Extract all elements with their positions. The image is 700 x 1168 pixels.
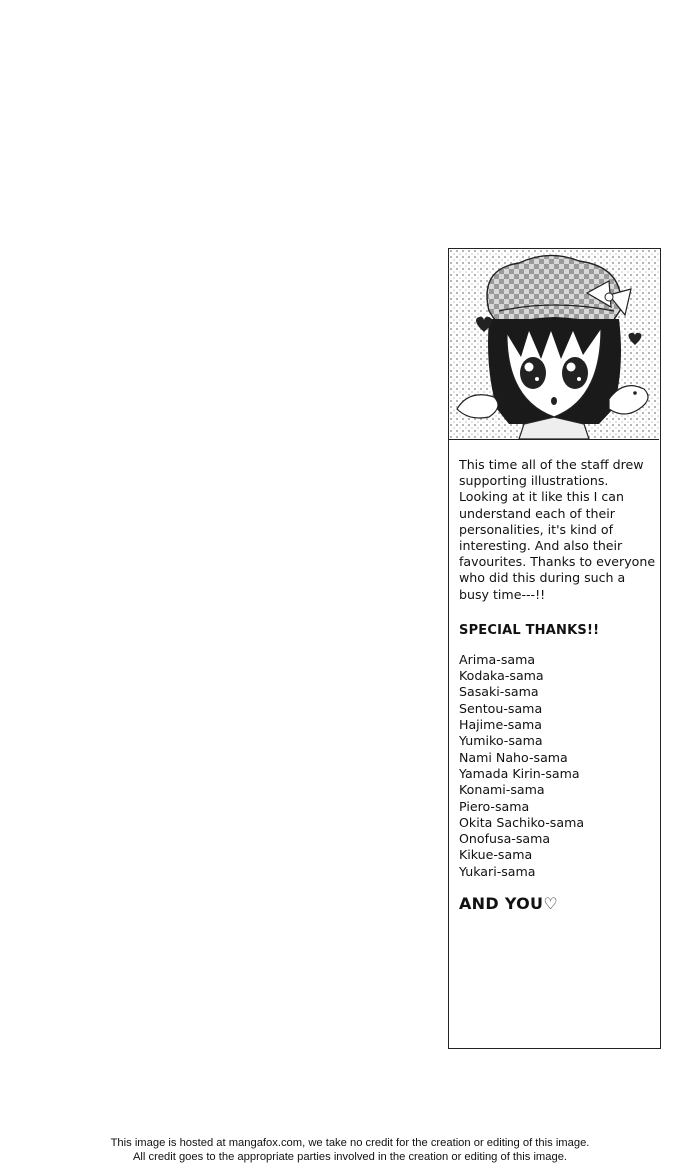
- name-item: Kikue-sama: [459, 847, 533, 863]
- name-item: Yamada Kirin-sama: [459, 765, 580, 781]
- name-item: Sentou-sama: [459, 700, 543, 716]
- name-item: Yumiko-sama: [459, 733, 543, 749]
- credits-text: [459, 457, 657, 913]
- hosting-disclaimer: [0, 1136, 700, 1164]
- disclaimer-line-1: This image is hosted at mangafox.com, we take no credit for the creation or editing of this image.: [110, 1137, 590, 1149]
- credits-panel: [448, 248, 661, 1049]
- closing-line: AND YOU♡: [459, 893, 558, 913]
- name-item: Konami-sama: [459, 782, 545, 798]
- name-item: Onofusa-sama: [459, 831, 551, 847]
- disclaimer-line-2: All credit goes to the appropriate parties involved in the creation or editing of this image.: [132, 1151, 568, 1163]
- special-thanks-heading: SPECIAL THANKS!!: [459, 622, 600, 638]
- name-item: Okita Sachiko-sama: [459, 814, 585, 830]
- name-item: Sasaki-sama: [459, 684, 539, 700]
- name-item: Yukari-sama: [459, 863, 536, 879]
- chef-girl-drawing: [449, 249, 659, 439]
- chef-girl-illustration: [449, 249, 659, 440]
- name-item: Kodaka-sama: [459, 668, 544, 684]
- name-item: Piero-sama: [459, 798, 530, 814]
- name-item: Nami Naho-sama: [459, 749, 568, 765]
- names-list: [459, 652, 657, 880]
- name-item: Arima-sama: [459, 651, 536, 667]
- name-item: Hajime-sama: [459, 717, 543, 733]
- intro-paragraph: This time all of the staff drew supporting illustrations. Looking at it like this I can understand each of their personalities, it's kind of interesting. And also their favourites. Thanks to everyone who did this during such a busy time---!!: [459, 457, 656, 602]
